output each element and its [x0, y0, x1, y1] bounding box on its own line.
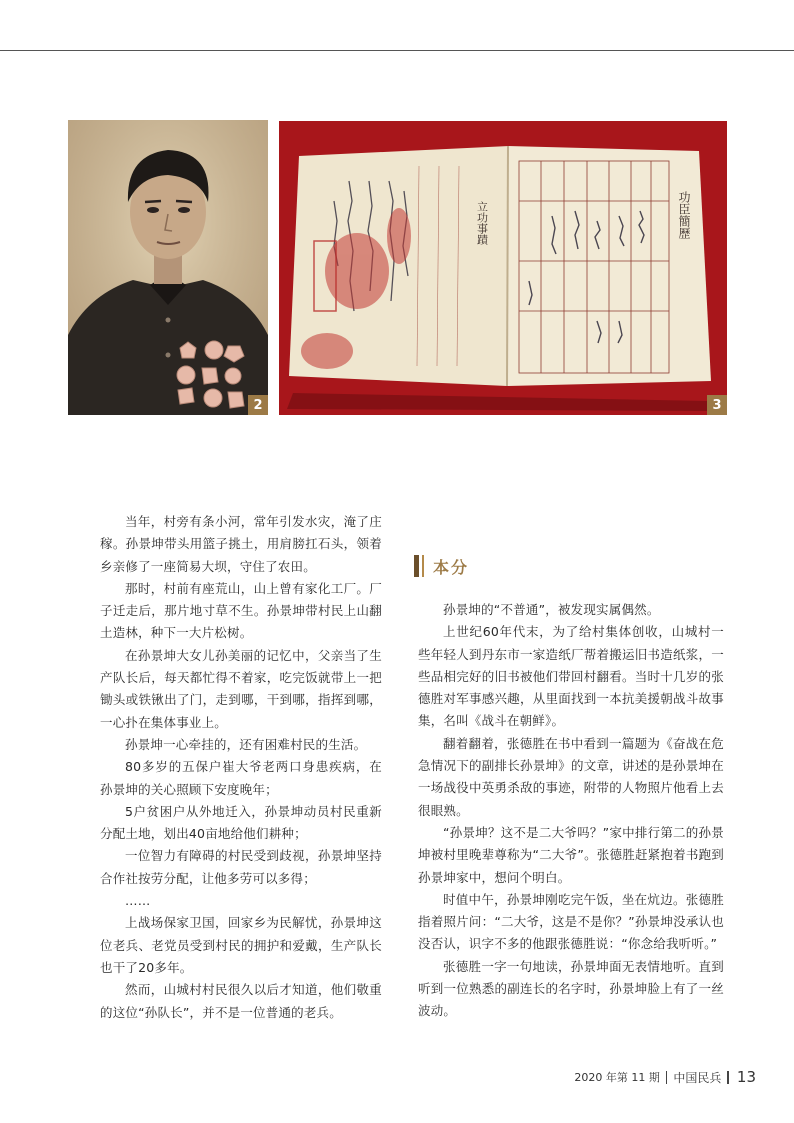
paragraph: 当年，村旁有条小河，常年引发水灾，淹了庄稼。孙景坤带头用篮子挑土，用肩膀扛石头，领着乡亲修了一座简易大坝，守住了农田。 — [100, 514, 382, 574]
paragraph: 翻着翻着，张德胜在书中看到一篇题为《奋战在危急情况下的副排长孙景坤》的文章，讲述的是孙景坤在一场战役中英勇杀敌的事迹，附带的人物照片他看上去很眼熟。 — [418, 735, 724, 818]
page-footer — [540, 1068, 756, 1086]
record-book-illustration — [279, 121, 727, 415]
paragraph: 一位智力有障碍的村民受到歧视，孙景坤坚持合作社按劳分配，让他多劳可以多得； — [100, 848, 382, 886]
paragraph: 孙景坤的“不普通”，被发现实属偶然。 — [443, 602, 660, 617]
paragraph: 然而，山城村村民很久以后才知道，他们敬重的这位“孙队长”，并不是一位普通的老兵。 — [100, 982, 382, 1020]
section-title: 本分 — [433, 557, 470, 577]
top-rule — [0, 50, 794, 51]
paragraph: 上战场保家卫国，回家乡为民解忧，孙景坤这位老兵、老党员受到村民的拥护和爱戴，生产队长也干了20多年。 — [100, 915, 382, 975]
photo-number-badge: 3 — [707, 395, 727, 415]
footer-divider — [727, 1071, 729, 1084]
paragraph: 在孙景坤大女儿孙美丽的记忆中，父亲当了生产队长后，每天都忙得不着家，吃完饭就带上一把锄头或铁锹出了门，走到哪，干到哪，指挥到哪，一心扑在集体事业上。 — [100, 647, 382, 730]
paragraph: 那时，村前有座荒山，山上曾有家化工厂。厂子迁走后，那片地寸草不生。孙景坤带村民上山翻土造林，种下一大片松树。 — [100, 580, 382, 641]
book-left-title-text: 立功事蹟 — [475, 201, 489, 245]
paragraph: 上世纪60年代末，为了给村集体创收，山城村一些年轻人到丹东市一家造纸厂帮着搬运旧书造纸浆，一些品相完好的旧书被他们带回村翻看。当时十几岁的张德胜对军事感兴趣，从里面找到一本抗美援朝战斗故事集，名叫《战斗在朝鲜》。 — [418, 624, 724, 729]
right-column — [418, 599, 724, 1023]
portrait-illustration — [68, 120, 268, 415]
section-bar-accent-icon — [422, 555, 424, 577]
portrait-photo — [68, 120, 268, 415]
footer-divider — [666, 1071, 668, 1084]
publication-name: 中国民兵 — [673, 1070, 722, 1085]
section-bar-icon — [414, 555, 419, 577]
paragraph: 5户贫困户从外地迁入，孙景坤动员村民重新分配土地，划出40亩地给他们耕种； — [100, 803, 382, 842]
record-book-photo — [279, 121, 727, 415]
photo-number-badge: 2 — [248, 395, 268, 415]
page-number: 13 — [736, 1068, 756, 1086]
left-column — [100, 511, 382, 1024]
paragraph: 张德胜一字一句地读，孙景坤面无表情地听。直到听到一位熟悉的副连长的名字时，孙景坤脸上有了一丝波动。 — [418, 958, 724, 1019]
paragraph: 孙景坤一心牵挂的，还有困难村民的生活。 — [125, 736, 367, 752]
paragraph: 时值中午，孙景坤刚吃完午饭，坐在炕边。张德胜指着照片问：“二大爷，这是不是你？”孙景坤没承认也没否认，识字不多的他跟张德胜说：“你念给我听听。” — [418, 891, 724, 952]
paragraph: …… — [125, 893, 151, 909]
issue-label: 2020 年第 11 期 — [574, 1071, 660, 1084]
paragraph: “孙景坤？这不是二大爷吗？”家中排行第二的孙景坤被村里晚辈尊称为“二大爷”。张德胜赶紧抱着书跑到孙景坤家中，想问个明白。 — [418, 824, 724, 885]
book-title-text: 功臣簡歷 — [677, 191, 691, 239]
paragraph: 80多岁的五保户崔大爷老两口身患疾病，在孙景坤的关心照顾下安度晚年； — [100, 759, 382, 797]
section-heading — [414, 554, 469, 578]
